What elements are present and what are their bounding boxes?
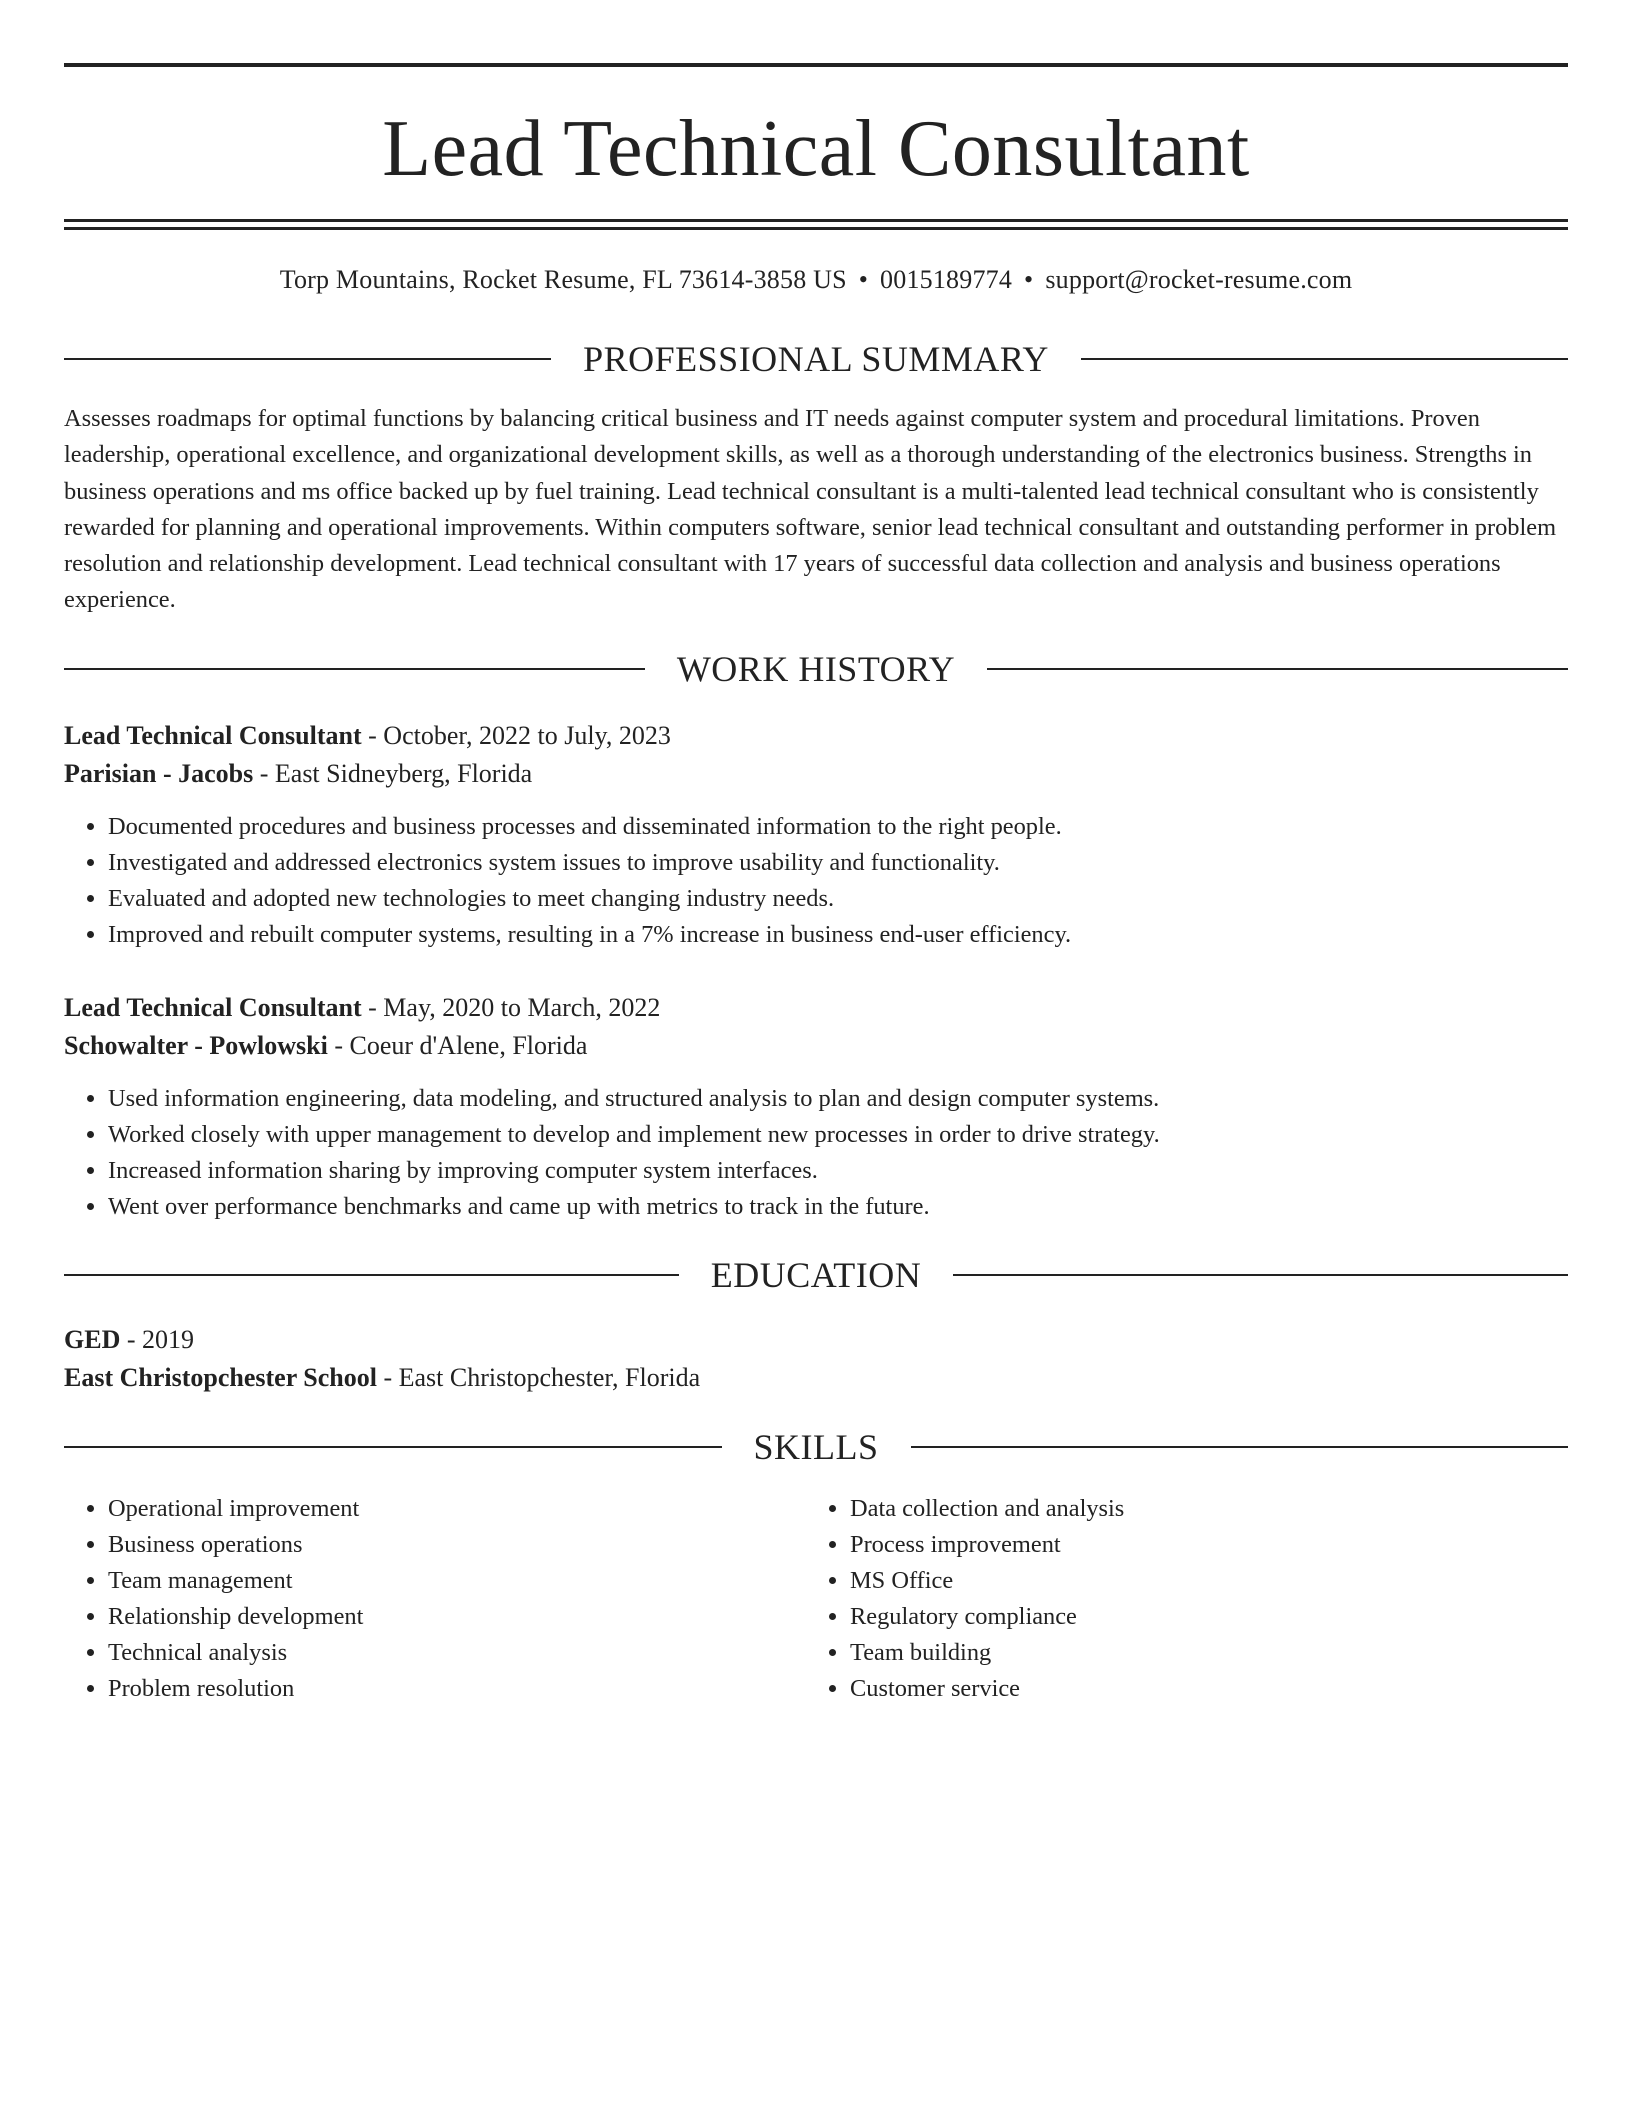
job-company-line (64, 1027, 1568, 1065)
list-item: • Used information engineering, data modeling, and structured analysis to plan and design computer systems. (108, 1081, 1568, 1117)
summary-paragraph: Assesses roadmaps for optimal functions by balancing critical business and IT needs against computer system and procedural limitations. Proven leadership, operational excellence, and organizational development skills, as well as a thorough understanding of the electronics business. Strengths in business operations and ms office backed up by fuel training. Lead technical consultant is a multi-talented lead technical consultant who is consistently rewarded for planning and operational improvements. Within computers software, senior lead technical consultant and outstanding performer in problem resolution and relationship development. Lead technical consultant with 17 years of successful data collection and analysis and business operations experience. (64, 405, 1557, 614)
list-item: • Customer service (850, 1671, 1548, 1707)
education-degree-line (64, 1321, 1568, 1359)
list-item: • Increased information sharing by improving computer system interfaces. (108, 1153, 1568, 1189)
section-title: WORK HISTORY (676, 648, 956, 689)
heading-rule-left (64, 1446, 722, 1448)
heading-rule-left (64, 668, 645, 670)
list-item: • Team management (108, 1563, 806, 1599)
section-heading-summary (64, 339, 1568, 379)
list-item: • Improved and rebuilt computer systems, resulting in a 7% increase in business end-user efficiency. (108, 917, 1568, 953)
contact-line (64, 263, 1568, 297)
education-degree: GED (64, 1324, 121, 1354)
skills-list-left (64, 1491, 806, 1707)
title-double-rule (64, 219, 1568, 230)
section-title: SKILLS (753, 1426, 879, 1467)
list-item: • Regulatory compliance (850, 1599, 1548, 1635)
job-dates: - October, 2022 to July, 2023 (361, 720, 671, 750)
list-item: • Process improvement (850, 1527, 1548, 1563)
list-item: • Problem resolution (108, 1671, 806, 1707)
section-title: PROFESSIONAL SUMMARY (583, 339, 1049, 379)
heading-rule-right (1081, 358, 1568, 360)
contact-address: Torp Mountains, Rocket Resume, FL 73614-3858 US (279, 265, 847, 294)
job-title: Lead Technical Consultant (64, 720, 362, 750)
job-company: Schowalter - Powlowski (64, 1030, 328, 1060)
job-company-line (64, 755, 1568, 793)
job-bullets (64, 809, 1568, 953)
job-title-line (64, 989, 1568, 1027)
list-item: • Investigated and addressed electronics system issues to improve usability and functionality. (108, 845, 1568, 881)
section-heading-work-history (64, 649, 1568, 689)
job-bullets (64, 1081, 1568, 1225)
job-entry (64, 989, 1568, 1225)
resume-page (64, 63, 1568, 1707)
skills-columns (64, 1491, 1568, 1707)
contact-phone: 0015189774 (880, 265, 1013, 294)
skills-list-right (806, 1491, 1548, 1707)
list-item: • MS Office (850, 1563, 1548, 1599)
job-entry (64, 717, 1568, 953)
section-heading-education (64, 1255, 1568, 1295)
list-item: • Technical analysis (108, 1635, 806, 1671)
heading-rule-right (953, 1274, 1568, 1276)
list-item: • Documented procedures and business processes and disseminated information to the right people. (108, 809, 1568, 845)
education-location: - East Christopchester, Florida (376, 1362, 701, 1392)
list-item: • Went over performance benchmarks and came up with metrics to track in the future. (108, 1189, 1568, 1225)
job-title: Lead Technical Consultant (64, 992, 362, 1022)
heading-rule-left (64, 358, 551, 360)
heading-rule-right (987, 668, 1568, 670)
list-item: • Operational improvement (108, 1491, 806, 1527)
section-heading-skills (64, 1427, 1568, 1467)
contact-email: support@rocket-resume.com (1045, 265, 1353, 294)
education-school: East Christopchester School (64, 1362, 377, 1392)
heading-rule-left (64, 1274, 679, 1276)
list-item: • Evaluated and adopted new technologies to meet changing industry needs. (108, 881, 1568, 917)
list-item: • Worked closely with upper management to develop and implement new processes in order to drive strategy. (108, 1117, 1568, 1153)
job-company: Parisian - Jacobs (64, 758, 254, 788)
page-title: Lead Technical Consultant (382, 105, 1250, 193)
list-item: • Relationship development (108, 1599, 806, 1635)
contact-separator: • (858, 265, 869, 294)
job-location: - Coeur d'Alene, Florida (327, 1030, 588, 1060)
top-rule (64, 63, 1568, 67)
job-dates: - May, 2020 to March, 2022 (361, 992, 661, 1022)
education-year: - 2019 (120, 1324, 195, 1354)
contact-separator: • (1024, 265, 1034, 294)
list-item: • Data collection and analysis (850, 1491, 1548, 1527)
job-title-line (64, 717, 1568, 755)
section-title: EDUCATION (710, 1254, 922, 1295)
job-location: - East Sidneyberg, Florida (253, 758, 533, 788)
education-school-line (64, 1359, 1568, 1397)
list-item: • Team building (850, 1635, 1548, 1671)
list-item: • Business operations (108, 1527, 806, 1563)
education-entry (64, 1321, 1568, 1397)
heading-rule-right (911, 1446, 1569, 1448)
